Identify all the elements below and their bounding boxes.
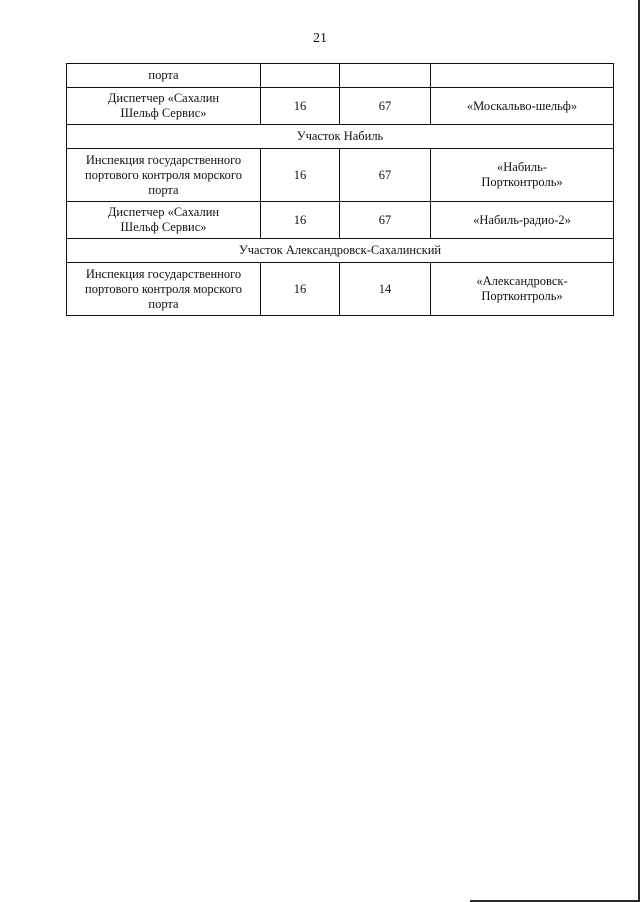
callsign-cell [431, 149, 614, 202]
station-name-cell: Инспекция государственного портового контроля морского порта [67, 263, 261, 316]
page-number: 21 [313, 31, 327, 46]
callsign-cell: «Набиль-радио-2» [431, 202, 614, 239]
callsign-cell [431, 263, 614, 316]
channel-cell [261, 64, 340, 88]
table-row [67, 263, 614, 316]
channel-cell: 16 [261, 88, 340, 125]
channel-cell: 67 [340, 88, 431, 125]
callsign-cell [431, 64, 614, 88]
section-row [67, 125, 614, 149]
radio-channel-table [66, 63, 614, 316]
section-heading: Участок Набиль [67, 125, 614, 149]
station-name-cell [67, 88, 261, 125]
channel-cell [340, 64, 431, 88]
table-row [67, 202, 614, 239]
section-heading: Участок Александровск-Сахалинский [67, 239, 614, 263]
station-name-cell [67, 202, 261, 239]
station-name-text: Диспетчер «Сахалин Шельф Сервис» [107, 205, 220, 234]
callsign-text: «Александровск-Портконтроль» [476, 274, 568, 303]
table-row [67, 88, 614, 125]
channel-cell: 16 [261, 263, 340, 316]
channel-cell: 16 [261, 202, 340, 239]
channel-cell: 16 [261, 149, 340, 202]
table-row [67, 149, 614, 202]
callsign-cell: «Москальво-шельф» [431, 88, 614, 125]
station-name-cell: Инспекция государственного портового контроля морского порта [67, 149, 261, 202]
channel-cell: 14 [340, 263, 431, 316]
table-row [67, 64, 614, 88]
section-row [67, 239, 614, 263]
station-name-cell: порта [67, 64, 261, 88]
callsign-text: «Набиль-Портконтроль» [481, 160, 563, 189]
station-name-text: Диспетчер «Сахалин Шельф Сервис» [107, 91, 220, 120]
channel-cell: 67 [340, 202, 431, 239]
channel-cell: 67 [340, 149, 431, 202]
